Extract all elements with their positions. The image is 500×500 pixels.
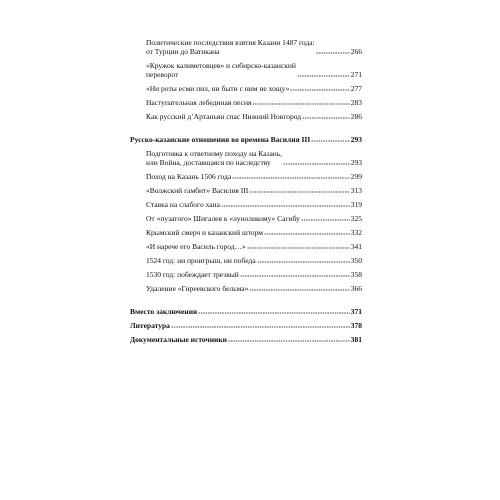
dot-leader bbox=[249, 285, 349, 291]
toc-entry-title: Подготовка к ответному походу на Казань, или Война, доставшаяся по наследству bbox=[146, 149, 283, 167]
toc-chapter-title: Русско-казанские отношения во времена Василия III bbox=[130, 135, 311, 144]
toc-entry-title: Ставка на слабого хана bbox=[146, 200, 220, 209]
toc-chapter bbox=[130, 307, 362, 316]
dot-leader bbox=[283, 159, 350, 165]
toc-entry-title: «И нарече его Василь город…» bbox=[146, 242, 246, 251]
dot-leader bbox=[311, 136, 349, 142]
toc-entry-title: Наступательная лебединая песня bbox=[146, 98, 252, 107]
dot-leader bbox=[247, 243, 350, 249]
dot-leader bbox=[221, 201, 350, 207]
toc-entry-page: 358 bbox=[350, 270, 362, 279]
dot-leader bbox=[301, 215, 350, 221]
toc-entry-page: 286 bbox=[350, 112, 362, 121]
dot-leader bbox=[232, 173, 350, 179]
toc-entry-title: От «пузатого» Шигалея к «луноликому» Сагибу bbox=[146, 214, 300, 223]
toc-entry bbox=[130, 149, 362, 167]
toc-chapter-page: 381 bbox=[350, 335, 362, 344]
dot-leader bbox=[264, 229, 350, 235]
toc-entry-title: Крымский смерч и казанский шторм bbox=[146, 228, 264, 237]
toc-entry-page: 299 bbox=[350, 172, 362, 181]
toc-chapter bbox=[130, 321, 362, 330]
toc-chapter-page: 293 bbox=[350, 135, 362, 144]
toc-entry bbox=[130, 214, 362, 223]
toc-entry bbox=[130, 172, 362, 181]
dot-leader bbox=[171, 322, 350, 328]
toc-entry-page: 283 bbox=[350, 98, 362, 107]
dot-leader bbox=[249, 187, 350, 193]
toc-chapter bbox=[130, 135, 362, 144]
toc-entry-page: 266 bbox=[350, 47, 362, 56]
toc-entry-page: 277 bbox=[350, 84, 362, 93]
toc-chapter-title: Литература bbox=[130, 321, 170, 330]
toc-entry-page: 350 bbox=[350, 256, 362, 265]
dot-leader bbox=[240, 271, 350, 277]
toc-chapter-page: 378 bbox=[350, 321, 362, 330]
toc-entry-title: Удаление «Гиреевского бельма» bbox=[146, 284, 249, 293]
toc-entry-page: 319 bbox=[350, 200, 362, 209]
toc-entry bbox=[130, 270, 362, 279]
toc-entry bbox=[130, 242, 362, 251]
toc-entry-title: Поход на Казань 1506 года bbox=[146, 172, 232, 181]
toc-entry bbox=[130, 256, 362, 265]
toc-entry bbox=[130, 98, 362, 107]
dot-leader bbox=[228, 336, 350, 342]
dot-leader bbox=[290, 85, 349, 91]
toc-entry-title: 1524 год: ни проигрыш, ни победа bbox=[146, 256, 256, 265]
toc-entry-title: «Ни роты есми пил, ни быти с ним не хощу» bbox=[146, 84, 290, 93]
toc-entry-page: 366 bbox=[350, 284, 362, 293]
dot-leader bbox=[302, 113, 350, 119]
toc-entry bbox=[130, 38, 362, 56]
toc-chapter-page: 371 bbox=[350, 307, 362, 316]
dot-leader bbox=[198, 308, 350, 314]
dot-leader bbox=[252, 99, 349, 105]
toc-entry bbox=[130, 186, 362, 195]
toc-entry-page: 332 bbox=[350, 228, 362, 237]
toc-entry bbox=[130, 284, 362, 293]
toc-chapter bbox=[130, 335, 362, 344]
toc-entry-page: 325 bbox=[350, 214, 362, 223]
toc-entry-page: 293 bbox=[350, 158, 362, 167]
toc-chapter-title: Вместо заключения bbox=[130, 307, 198, 316]
dot-leader bbox=[316, 48, 350, 54]
toc-entry-title: Как русский д’Артаньян спас Нижний Новгород bbox=[146, 112, 302, 121]
toc-entry-page: 271 bbox=[350, 70, 362, 79]
toc-entry bbox=[130, 84, 362, 93]
toc-entry bbox=[130, 200, 362, 209]
toc-entry bbox=[130, 228, 362, 237]
toc-chapter-title: Документальные источники bbox=[130, 335, 227, 344]
toc-entry bbox=[130, 112, 362, 121]
toc-entry-title: «Кружок калиметовцев» и сибирско-казанский переворот bbox=[146, 61, 296, 79]
dot-leader bbox=[297, 71, 350, 77]
table-of-contents bbox=[130, 38, 362, 349]
toc-entry-page: 313 bbox=[350, 186, 362, 195]
toc-entry-title: «Волжский гамбит» Василия III bbox=[146, 186, 249, 195]
toc-entry-page: 341 bbox=[350, 242, 362, 251]
toc-entry-title: 1530 год: побеждает трезвый bbox=[146, 270, 239, 279]
toc-entry-title: Политические последствия взятия Казани 1487 года: от Турции до Ватикана bbox=[146, 38, 315, 56]
toc-entry bbox=[130, 61, 362, 79]
dot-leader bbox=[257, 257, 350, 263]
